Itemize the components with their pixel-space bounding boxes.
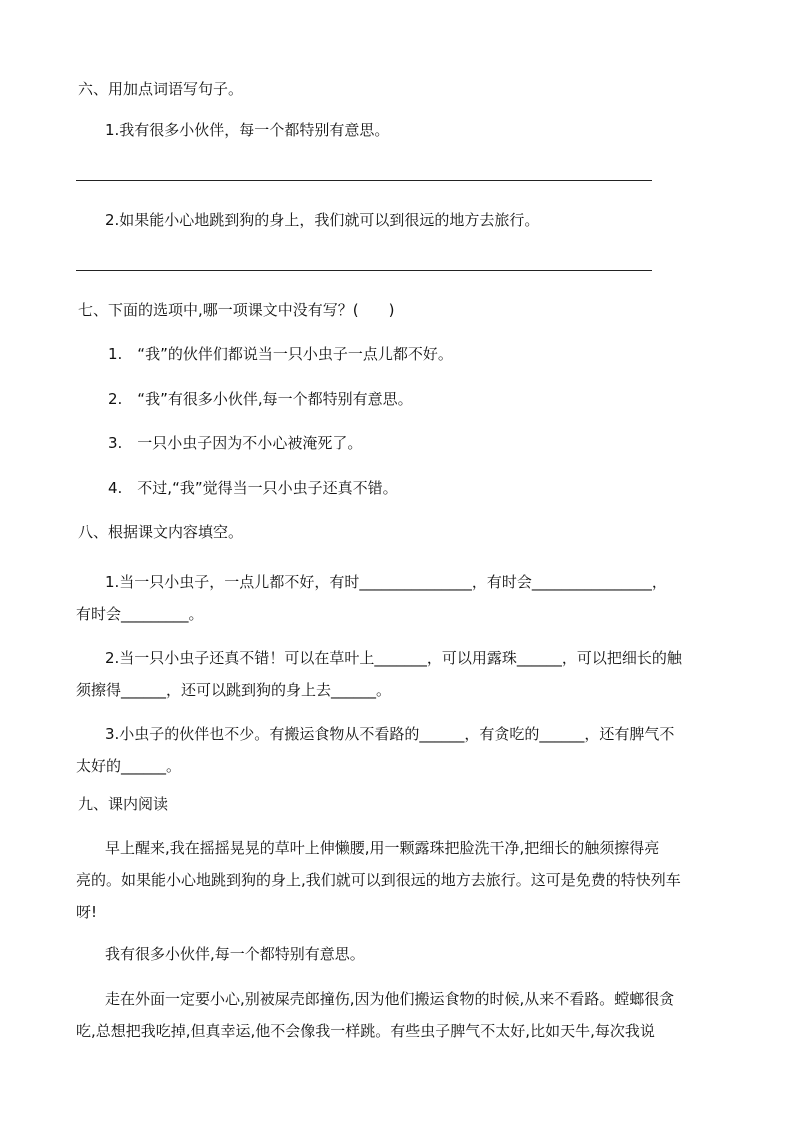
section-7-option-3: 3. 一只小虫子因为不小心被淹死了。: [108, 434, 363, 452]
section-7-option-1: 1. “我”的伙伴们都说当一只小虫子一点儿都不好。: [108, 345, 453, 363]
reading-p3-line-1: 走在外面一定要小心,别被屎壳郎撞伤,因为他们搬运食物的时候,从来不看路。螳螂很贪: [105, 990, 675, 1008]
reading-p1-line-2: 亮的。如果能小心地跳到狗的身上,我们就可以到很远的地方去旅行。这可是免费的特快列车: [76, 871, 681, 889]
reading-p1-line-3: 呀!: [76, 903, 98, 921]
section-8-q1-line-1: 1.当一只小虫子，一点儿都不好，有时_______________，有时会________________，: [105, 573, 667, 591]
section-6-question-2: 2.如果能小心地跳到狗的身上，我们就可以到很远的地方去旅行。: [105, 211, 540, 229]
section-6-question-1: 1.我有很多小伙伴，每一个都特别有意思。: [105, 121, 390, 139]
section-8-q1-line-2: 有时会_________。: [76, 605, 204, 623]
section-8-q3-line-2: 太好的______。: [76, 757, 182, 775]
reading-p3-line-2: 吃,总想把我吃掉,但真幸运,他不会像我一样跳。有些虫子脾气不太好,比如天牛,每次我说: [76, 1022, 655, 1040]
section-8-q3-line-1: 3.小虫子的伙伴也不少。有搬运食物从不看路的______，有贪吃的______，还有脾气不: [105, 725, 675, 743]
section-8-q2-line-1: 2.当一只小虫子还真不错！可以在草叶上_______，可以用露珠______，可以把细长的触: [105, 649, 682, 667]
reading-p2: 我有很多小伙伴,每一个都特别有意思。: [105, 945, 365, 963]
section-8-title: 八、根据课文内容填空。: [78, 523, 244, 541]
section-9-title: 九、课内阅读: [78, 795, 169, 813]
answer-line-1[interactable]: [76, 180, 652, 181]
section-7-option-4: 4. 不过,“我”觉得当一只小虫子还真不错。: [108, 479, 398, 497]
section-6-title: 六、用加点词语写句子。: [78, 80, 244, 98]
section-8-q2-line-2: 须擦得______，还可以跳到狗的身上去______。: [76, 681, 392, 699]
section-7-title: 七、下面的选项中,哪一项课文中没有写？( ): [78, 301, 395, 319]
reading-p1-line-1: 早上醒来,我在摇摇晃晃的草叶上伸懒腰,用一颗露珠把脸洗干净,把细长的触须擦得亮: [105, 839, 660, 857]
section-7-option-2: 2. “我”有很多小伙伴,每一个都特别有意思。: [108, 390, 413, 408]
answer-line-2[interactable]: [76, 270, 652, 271]
